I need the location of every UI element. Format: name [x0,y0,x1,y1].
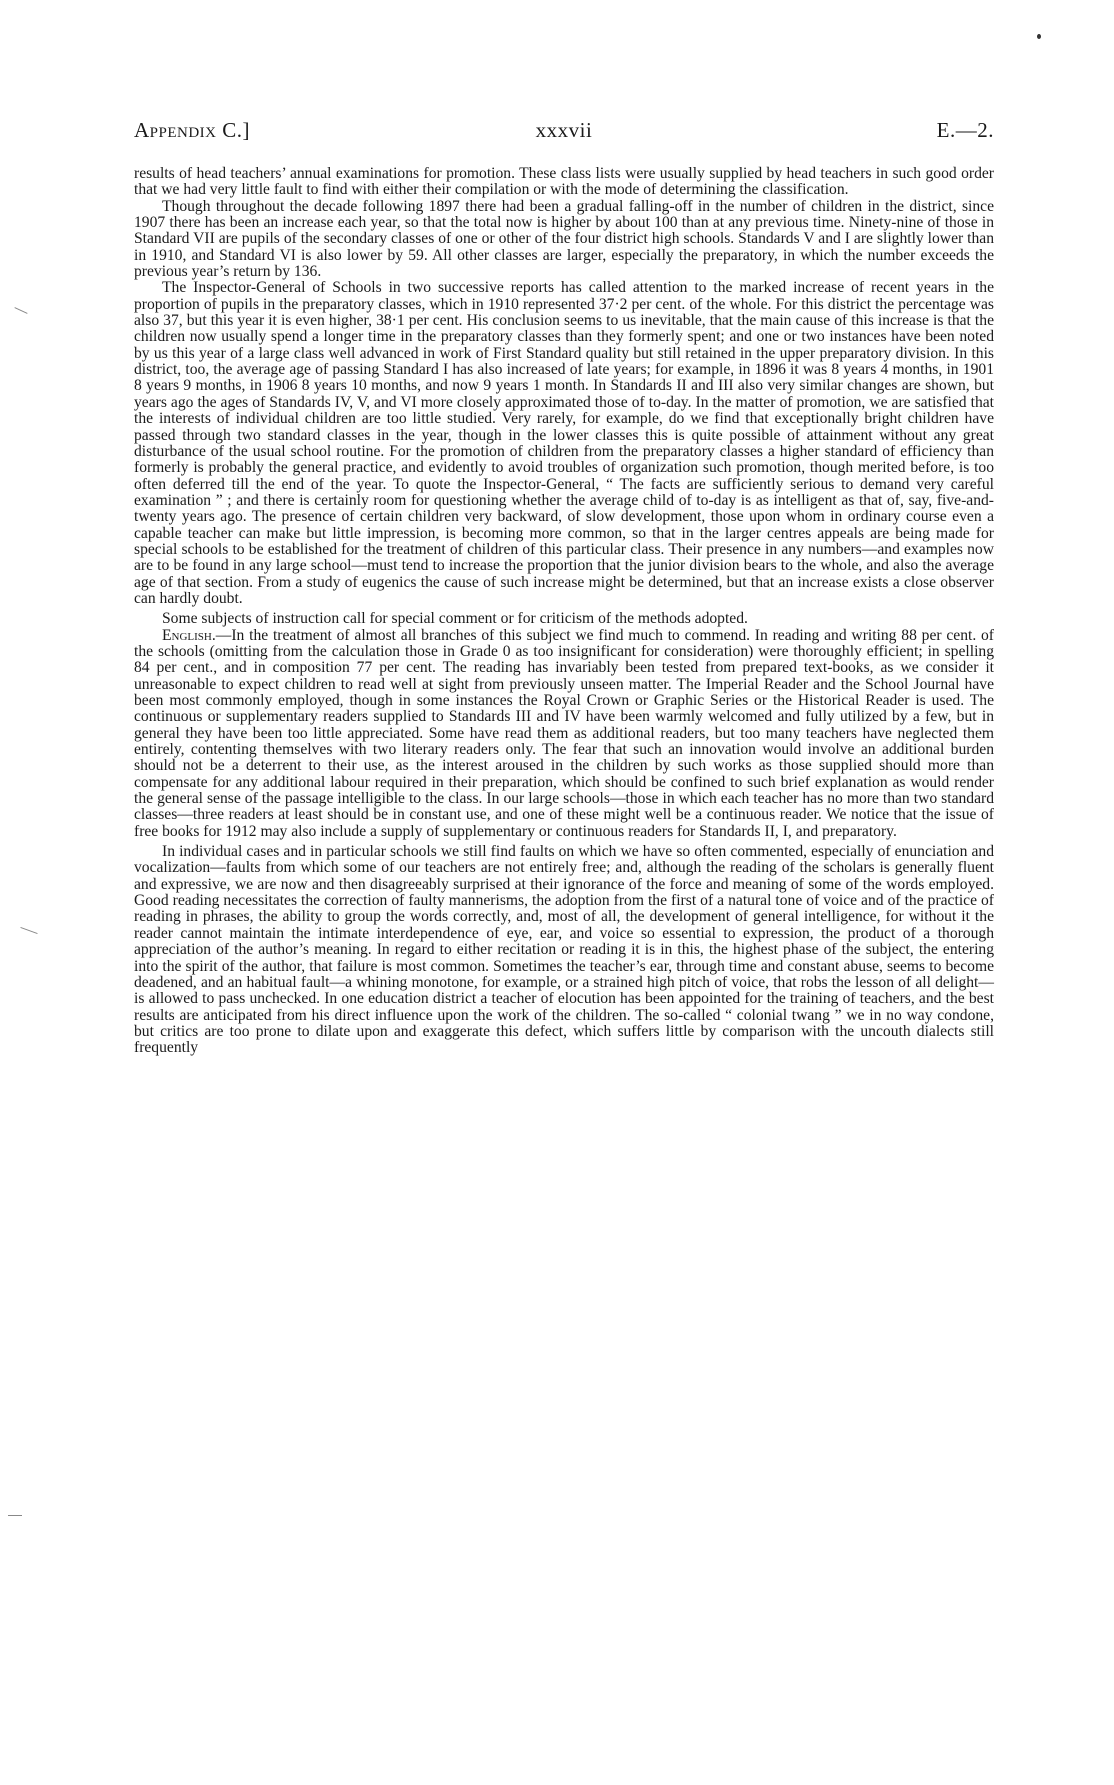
paragraph: Though throughout the decade following 1897 there had been a gradual falling-off in the number of children in the district, since 1907 there has been an increase each year, so that the total now is higher by about 100 than at any previous time. Ninety-nine of those in Standard VII are pupils of the secondary classes of one or other of the four district high schools. Standards V and I are slightly lower than in 1910, and Standard VI is also lower by 59. All other classes are larger, especially the preparatory, in which the number exceeds the previous year’s return by 136. [134,197,994,281]
margin-mark [20,927,37,934]
margin-mark [8,1515,22,1516]
paragraph-english [134,628,994,840]
header-appendix: Appendix C.] [134,118,251,142]
paragraph-text: —In the treatment of almost all branches of this subject we find much to commend. In reading and writing 88 per cent. of the schools (omitting from the calculation those in Grade 0 as too insignificant for consideration) were thoroughly efficient; in spelling 84 per cent., and in composition 77 per cent. The reading has invariably been tested from prepared text-books, as we consider it unreasonable to expect children to read well at sight from previously unseen matter. The Imperial Reader and the School Journal have been most commonly employed, though in some instances the Royal Crown or Graphic Series or the Historical Reader is used. The continuous or supplementary readers supplied to Standards III and IV have been warmly welcomed and fully utilized by a few, but in general they have been too little appreciated. Some have read them as additional readers, but too many teachers have neglected them entirely, contenting themselves with two literary readers only. The fear that such an innovation would involve an additional burden should not be a deterrent to their use, as the interest aroused in the children by such works as those supplied should more than compensate for any additional labour required in their preparation, which should be confined to such brief explanation as would render the general sense of the passage intelligible to the class. In our large schools—those in which each teacher has no more than two standard classes—three readers at least should be in constant use, and one of these might well be a continuous reader. We notice that the issue of free books for 1912 may also include a supply of supplementary or continuous readers for Standards II, I, and preparatory. [134,626,994,840]
section-heading-english: English. [162,626,216,644]
margin-mark [14,307,27,314]
paragraph: In individual cases and in particular schools we still find faults on which we have so often commented, especially of enunciation and vocalization—faults from which some of our teachers are not entirely free; and, although the reading of the scholars is generally fluent and expressive, we are now and then disagreeably surprised at their ignorance of the force and meaning of some of the words employed. Good reading necessitates the correction of faulty mannerisms, the adoption from the first of a natural tone of voice and of the practice of reading in phrases, the ability to group the words correctly, and, most of all, the development of general intelligence, for without it the reader cannot maintain the intimate interdependence of eye, ear, and voice so essential to expression, the product of a thorough appreciation of the author’s meaning. In regard to either recitation or reading it is in this, the highest phase of the subject, the entering into the spirit of the author, that failure is most common. Sometimes the teacher’s ear, through time and constant abuse, seems to become deadened, and an habitual fault—a whining monotone, for example, or a strained high pitch of voice, that robs the lesson of all delight—is allowed to pass unchecked. In one education district a teacher of elocution has been appointed for the training of teachers, and the best results are anticipated from his direct influence upon the work of the children. The so-called “ colonial twang ” we in no way condone, but critics are too prone to dilate upon and exaggerate this defect, which suffers little by comparison with the uncouth dialects still frequently [134,843,994,1057]
header-page-number: xxxvii [535,118,593,142]
paragraph: results of head teachers’ annual examinations for promotion. These class lists were usually supplied by head teachers in such good order that we had very little fault to find with either their compilation or with the mode of determining the classification. [134,165,994,199]
ink-speck [1037,34,1041,39]
header-reference: E.—2. [936,118,994,142]
paragraph: The Inspector-General of Schools in two successive reports has called attention to the marked increase of recent years in the proportion of pupils in the preparatory classes, which in 1910 represented 37·2 per cent. of the whole. For this district the percentage was also 37, but this year it is even higher, 38·1 per cent. His conclusion seems to us inevitable, that the main cause of this increase is that the children now usually spend a longer time in the preparatory classes than they formerly spent; and one or two instances have been noted by us this year of a large class well advanced in work of First Standard quality but still retained in the upper preparatory division. In this district, too, the average age of passing Standard I has also increased of late years; for example, in 1896 it was 8 years 4 months, in 1901 8 years 9 months, in 1906 8 years 10 months, and now 9 years 1 month. In Standards II and III also very similar changes are shown, but years ago the ages of Standards IV, V, and VI more closely approximated those of to-day. In the matter of promotion, we are satisfied that the interests of individual children are too little studied. Very rarely, for example, do we find that exceptionally bright children have passed through two standard classes in the year, though in the lower classes this is quite possible of attainment without any great disturbance of the usual school routine. For the promotion of children from the preparatory classes a higher standard of efficiency than formerly is probably the general practice, and evidently to avoid troubles of organization such promotion, though merited before, is too often deferred till the end of the year. To quote the Inspector-General, “ The facts are sufficiently serious to demand very careful examination ” ; and there is certainly room for questioning whether the average child of to-day is as intelligent as that of, say, five-and-twenty years ago. The presence of certain children very backward, of slow development, those upon whom in ordinary course even a capable teacher can make but little impression, is becoming more common, so that in the larger centres appeals are being made for special schools to be established for the treatment of children of this particular class. Their presence in any numbers—and examples now are to be found in any large school—must tend to increase the proportion that the junior division bears to the whole, and also the average age of that section. From a study of eugenics the cause of such increase might be determined, but that an increase exists a close observer can hardly doubt. [134,279,994,607]
page-header [134,118,994,144]
body-text [134,166,994,1057]
paragraph: Some subjects of instruction call for special comment or for criticism of the methods adopted. [162,610,748,628]
